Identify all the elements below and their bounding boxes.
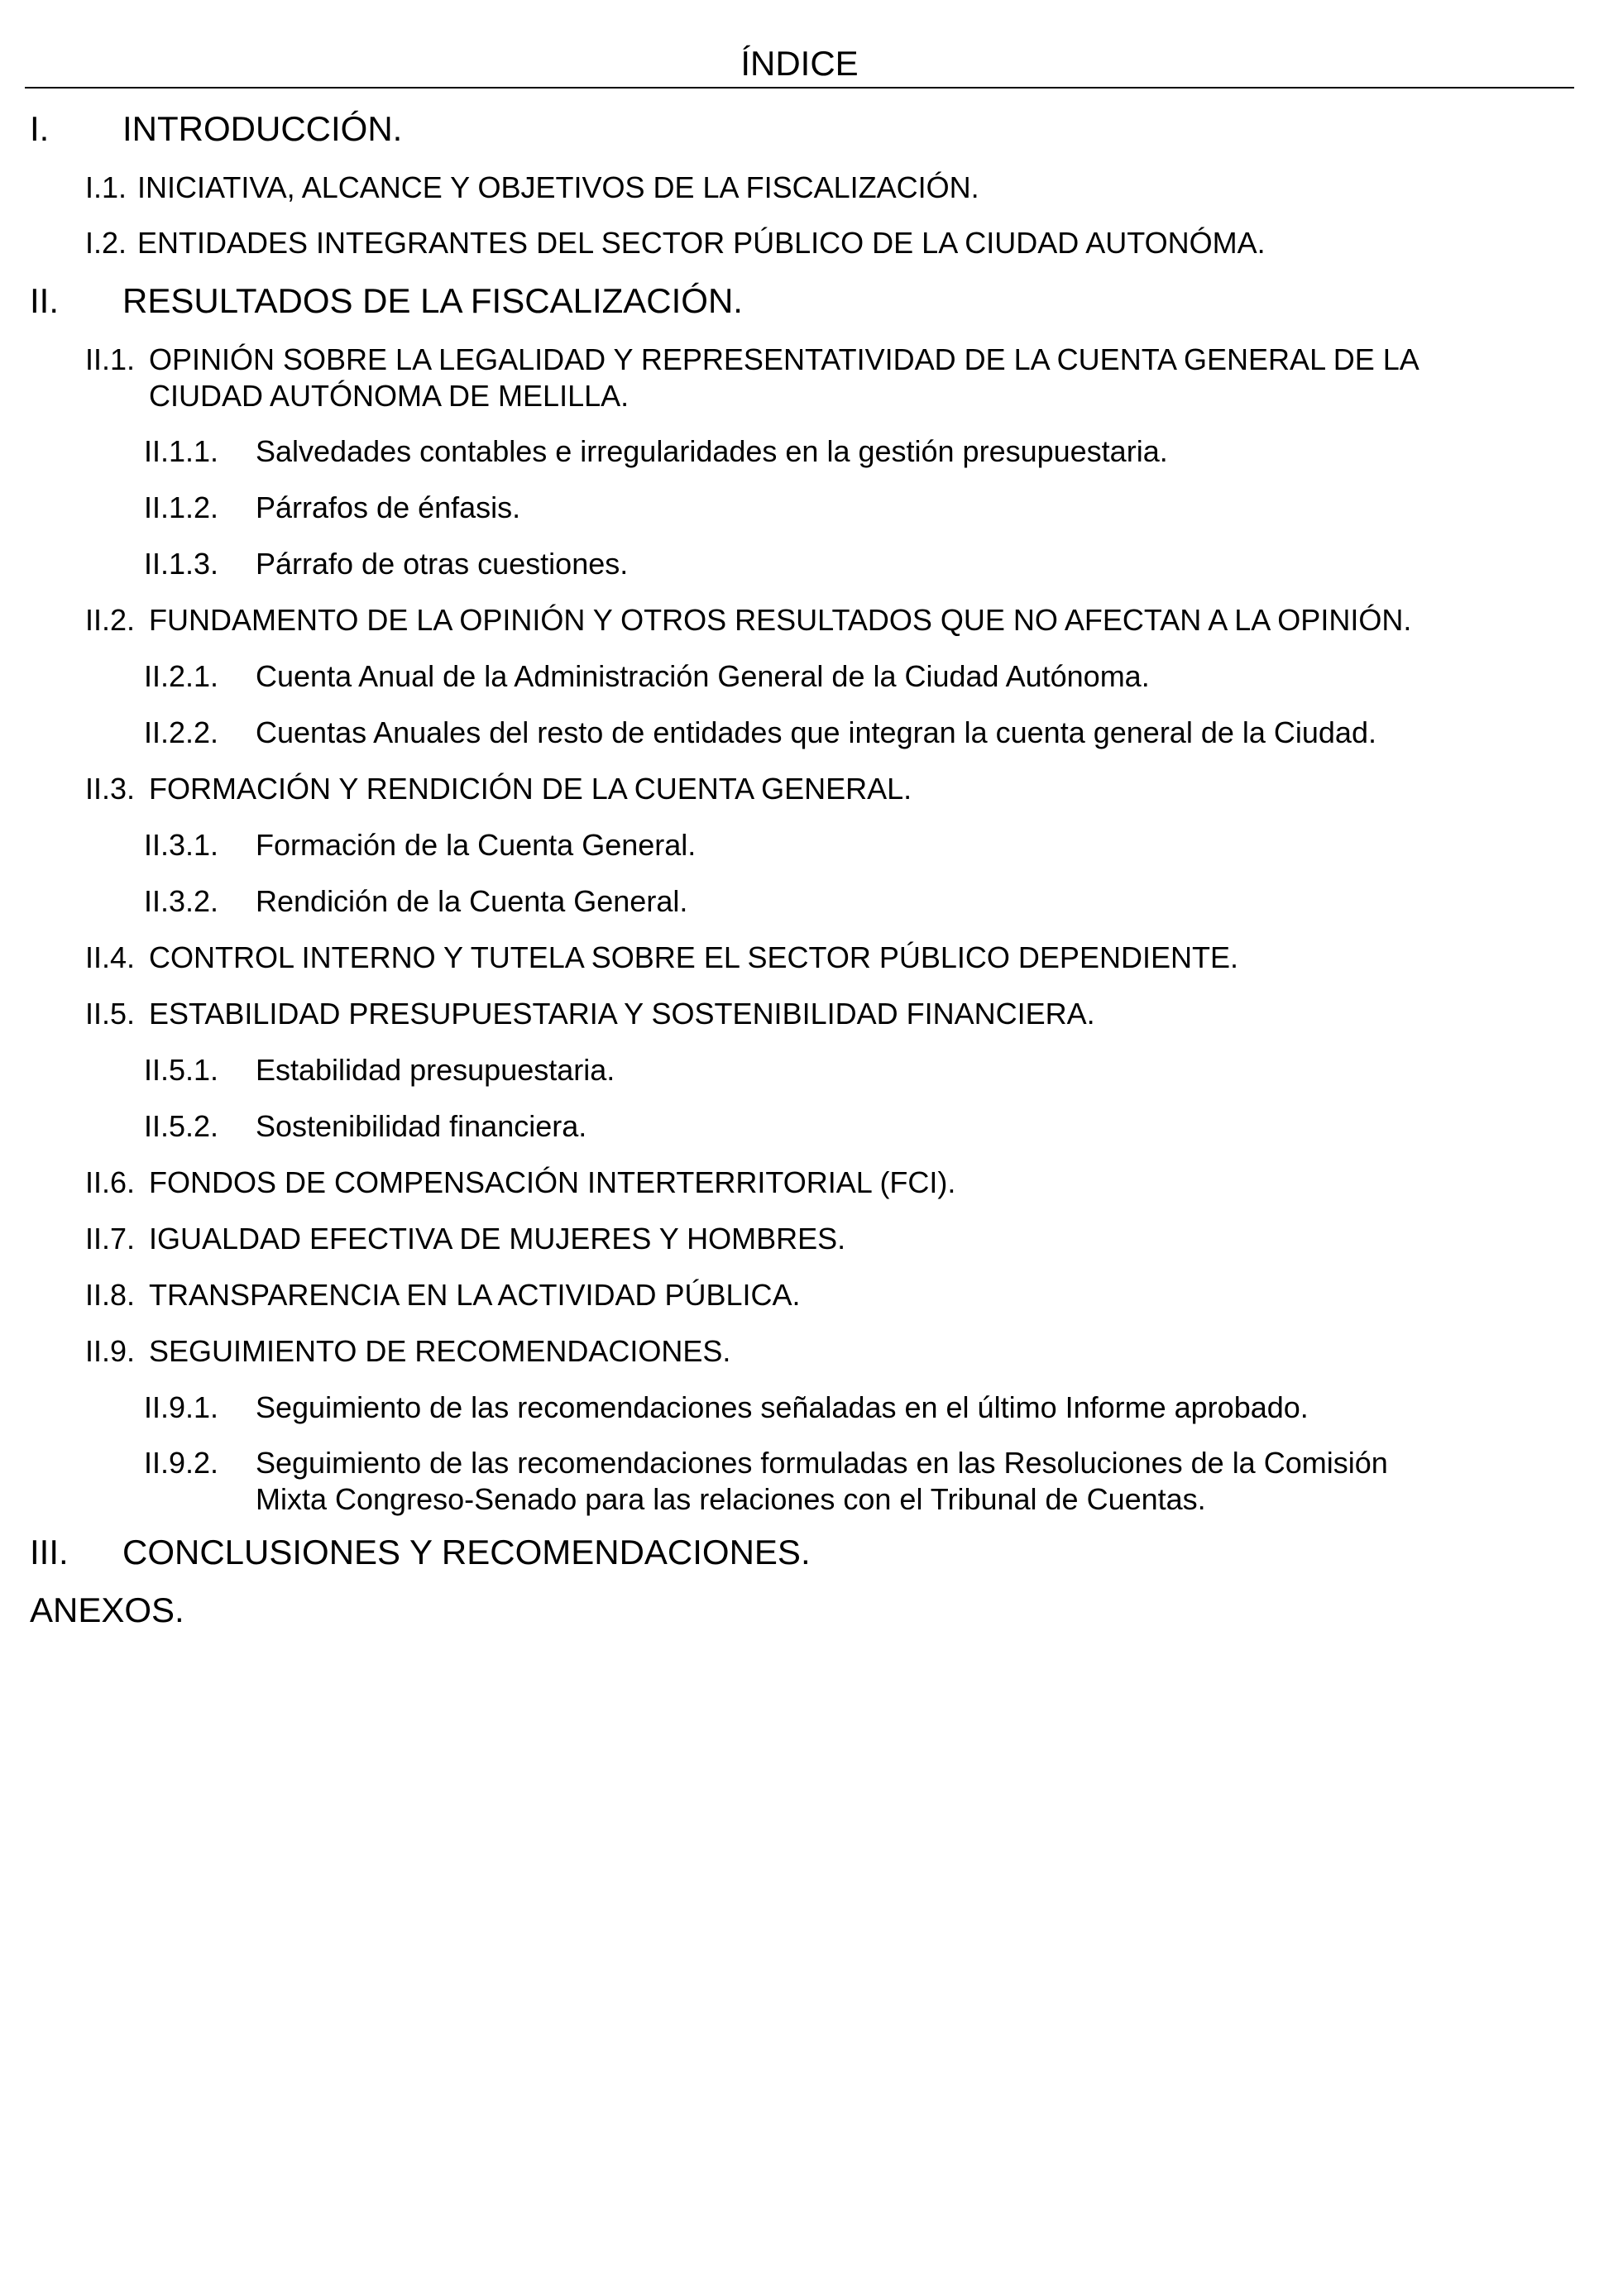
toc-number: II.9. bbox=[85, 1334, 136, 1368]
toc-number: II. bbox=[30, 281, 60, 320]
toc-text: INICIATIVA, ALCANCE Y OBJETIVOS DE LA FISCALIZACIÓN. bbox=[137, 170, 979, 204]
toc-text-line-1: Seguimiento de las recomendaciones formuladas en las Resoluciones de la Comisión bbox=[256, 1446, 1388, 1480]
toc-number: I.1. bbox=[85, 170, 127, 204]
toc-number: II.9.1. bbox=[144, 1390, 219, 1424]
toc-text: Salvedades contables e irregularidades en la gestión presupuestaria. bbox=[256, 434, 1168, 468]
toc-text: INTRODUCCIÓN. bbox=[122, 109, 403, 148]
toc-text: FORMACIÓN Y RENDICIÓN DE LA CUENTA GENERAL. bbox=[149, 772, 912, 806]
toc-text: FONDOS DE COMPENSACIÓN INTERTERRITORIAL (FCI). bbox=[149, 1165, 956, 1199]
toc-text: FUNDAMENTO DE LA OPINIÓN Y OTROS RESULTADOS QUE NO AFECTAN A LA OPINIÓN. bbox=[149, 603, 1412, 637]
toc-text: Cuenta Anual de la Administración General de la Ciudad Autónoma. bbox=[256, 659, 1150, 693]
toc-number: II.3.1. bbox=[144, 828, 219, 862]
toc-text: CONTROL INTERNO Y TUTELA SOBRE EL SECTOR PÚBLICO DEPENDIENTE. bbox=[149, 940, 1238, 974]
toc-number: II.3. bbox=[85, 772, 136, 806]
toc-number: II.4. bbox=[85, 940, 136, 974]
toc-text: Cuentas Anuales del resto de entidades que integran la cuenta general de la Ciudad. bbox=[256, 715, 1376, 749]
toc-number: II.2.1. bbox=[144, 659, 219, 693]
toc-number: II.2. bbox=[85, 603, 136, 637]
toc-number: II.6. bbox=[85, 1165, 136, 1199]
toc-text: Formación de la Cuenta General. bbox=[256, 828, 697, 862]
toc-text: ENTIDADES INTEGRANTES DEL SECTOR PÚBLICO DE LA CIUDAD AUTONÓMA. bbox=[137, 226, 1266, 260]
toc-text: IGUALDAD EFECTIVA DE MUJERES Y HOMBRES. bbox=[149, 1222, 846, 1256]
toc-text: SEGUIMIENTO DE RECOMENDACIONES. bbox=[149, 1334, 731, 1368]
toc-text: Estabilidad presupuestaria. bbox=[256, 1053, 615, 1087]
toc-text: RESULTADOS DE LA FISCALIZACIÓN. bbox=[122, 281, 743, 320]
toc-number: I.2. bbox=[85, 226, 127, 260]
toc-number: III. bbox=[30, 1533, 69, 1571]
toc-number: II.1. bbox=[85, 342, 136, 376]
toc-text: Sostenibilidad financiera. bbox=[256, 1109, 587, 1143]
toc-text: Seguimiento de las recomendaciones señaladas en el último Informe aprobado. bbox=[256, 1390, 1309, 1424]
toc-number: II.1.3. bbox=[144, 547, 219, 581]
toc-number: I. bbox=[30, 109, 50, 148]
toc-number: II.8. bbox=[85, 1278, 136, 1312]
toc-text: ANEXOS. bbox=[30, 1590, 184, 1629]
toc-number: II.1.1. bbox=[144, 434, 219, 468]
toc-text-line-1: OPINIÓN SOBRE LA LEGALIDAD Y REPRESENTATIVIDAD DE LA CUENTA GENERAL DE LA bbox=[149, 342, 1419, 376]
toc-text-line-2: CIUDAD AUTÓNOMA DE MELILLA. bbox=[149, 379, 630, 413]
toc-text: Rendición de la Cuenta General. bbox=[256, 884, 688, 918]
toc-number: II.7. bbox=[85, 1222, 136, 1256]
toc-number: II.5.2. bbox=[144, 1109, 219, 1143]
toc-number: II.5.1. bbox=[144, 1053, 219, 1087]
toc-text: CONCLUSIONES Y RECOMENDACIONES. bbox=[122, 1533, 811, 1571]
toc-number: II.1.2. bbox=[144, 490, 219, 524]
toc-text-line-2: Mixta Congreso-Senado para las relaciones con el Tribunal de Cuentas. bbox=[256, 1482, 1206, 1516]
toc-number: II.3.2. bbox=[144, 884, 219, 918]
toc-number: II.9.2. bbox=[144, 1446, 219, 1480]
toc-text: Párrafo de otras cuestiones. bbox=[256, 547, 629, 581]
toc-number: II.2.2. bbox=[144, 715, 219, 749]
toc-text: TRANSPARENCIA EN LA ACTIVIDAD PÚBLICA. bbox=[149, 1278, 801, 1312]
toc-text: ESTABILIDAD PRESUPUESTARIA Y SOSTENIBILIDAD FINANCIERA. bbox=[149, 997, 1095, 1031]
page-title: ÍNDICE bbox=[740, 44, 859, 83]
toc-text: Párrafos de énfasis. bbox=[256, 490, 521, 524]
toc-number: II.5. bbox=[85, 997, 136, 1031]
